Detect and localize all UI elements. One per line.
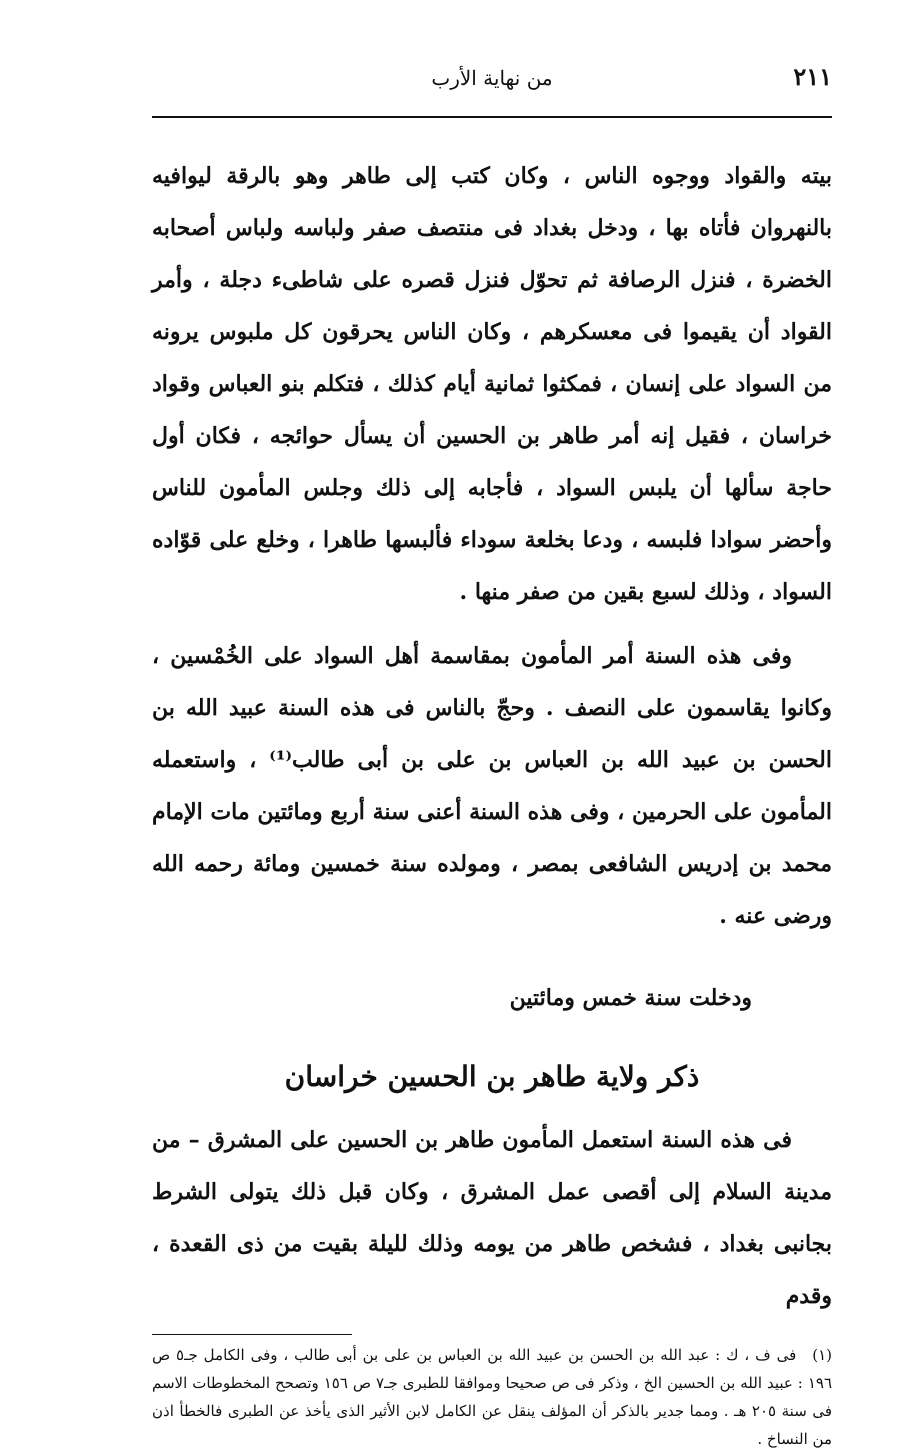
year-subheading: ودخلت سنة خمس ومائتين [509,985,752,1011]
paragraph-3: فى هذه السنة استعمل المأمون طاهر بن الحسين على المشرق – من مدينة السلام إلى أقصى عمل المشرق ، وكان قبل ذلك يتولى الشرط بجانبى بغداد ، فشخص طاهر من يومه وذلك لليلة بقيت من ذى القعدة ، وقدم [152,1127,832,1309]
page-number: ٢١١ [793,62,832,91]
footnote-divider [152,1334,352,1335]
page-header [152,60,832,118]
footnote-text: فى ف ، ك : عبد الله بن الحسن بن عبيد الله بن العباس بن على بن أبى طالب ، وفى الكامل جـ٥ ص ١٩٦ : عبيد الله بن الحسين الخ ، وذكر فى ص صحيحا وموافقا للطبرى جـ٧ ص ١٥٦ وتصحح المخطوطات الاسم فى سنة ٢٠٥ هـ . ومما جدير بالذكر أن المؤلف ينقل عن الكامل لابن الأثير الذى يأخذ عن الطبرى فالخطأ اذن من النساخ . [152,1346,832,1448]
document-page [152,60,832,1448]
footnote-marker: (١) [812,1346,832,1364]
paragraph-1: بيته والقواد ووجوه الناس ، وكان كتب إلى طاهر وهو بالرقة ليوافيه بالنهروان فأتاه بها ، ودخل بغداد فى منتصف صفر ولباسه ولباس أصحابه الخضرة ، فنزل الرصافة ثم تحوّل فنزل قصره على شاطىء دجلة ، وأمر القواد أن يقيموا فى معسكرهم ، وكان الناس يحرقون كل ملبوس يرونه من السواد على إنسان ، فمكثوا ثمانية أيام كذلك ، فتكلم بنو العباس وقواد خراسان ، فقيل إنه أمر طاهر بن الحسين أن يسأل حوائجه ، فكان أول حاجة سألها أن يلبس السواد ، فأجابه إلى ذلك وجلس المأمون للناس وأحضر سوادا فلبسه ، ودعا بخلعة سوداء فألبسها طاهرا ، وخلع على قوّاده السواد ، وذلك لسبع بقين من صفر منها . [152,163,832,605]
body-text [152,150,832,1322]
section-title: ذكر ولاية طاهر بن الحسين خراسان [284,1060,700,1093]
footnote [152,1341,832,1453]
running-title: من نهاية الأرب [431,66,553,90]
paragraph-2: وفى هذه السنة أمر المأمون بمقاسمة أهل السواد على الخُمْسين ، وكانوا يقاسمون على النصف . وحجّ بالناس فى هذه السنة عبيد الله بن الحسن بن عبيد الله بن العباس بن على بن أبى طالب⁽¹⁾ ، واستعمله المأمون على الحرمين ، وفى هذه السنة أعنى سنة أربع ومائتين مات الإمام محمد بن إدريس الشافعى بمصر ، ومولده سنة خمسين ومائة رحمه الله ورضى عنه . [152,643,832,929]
